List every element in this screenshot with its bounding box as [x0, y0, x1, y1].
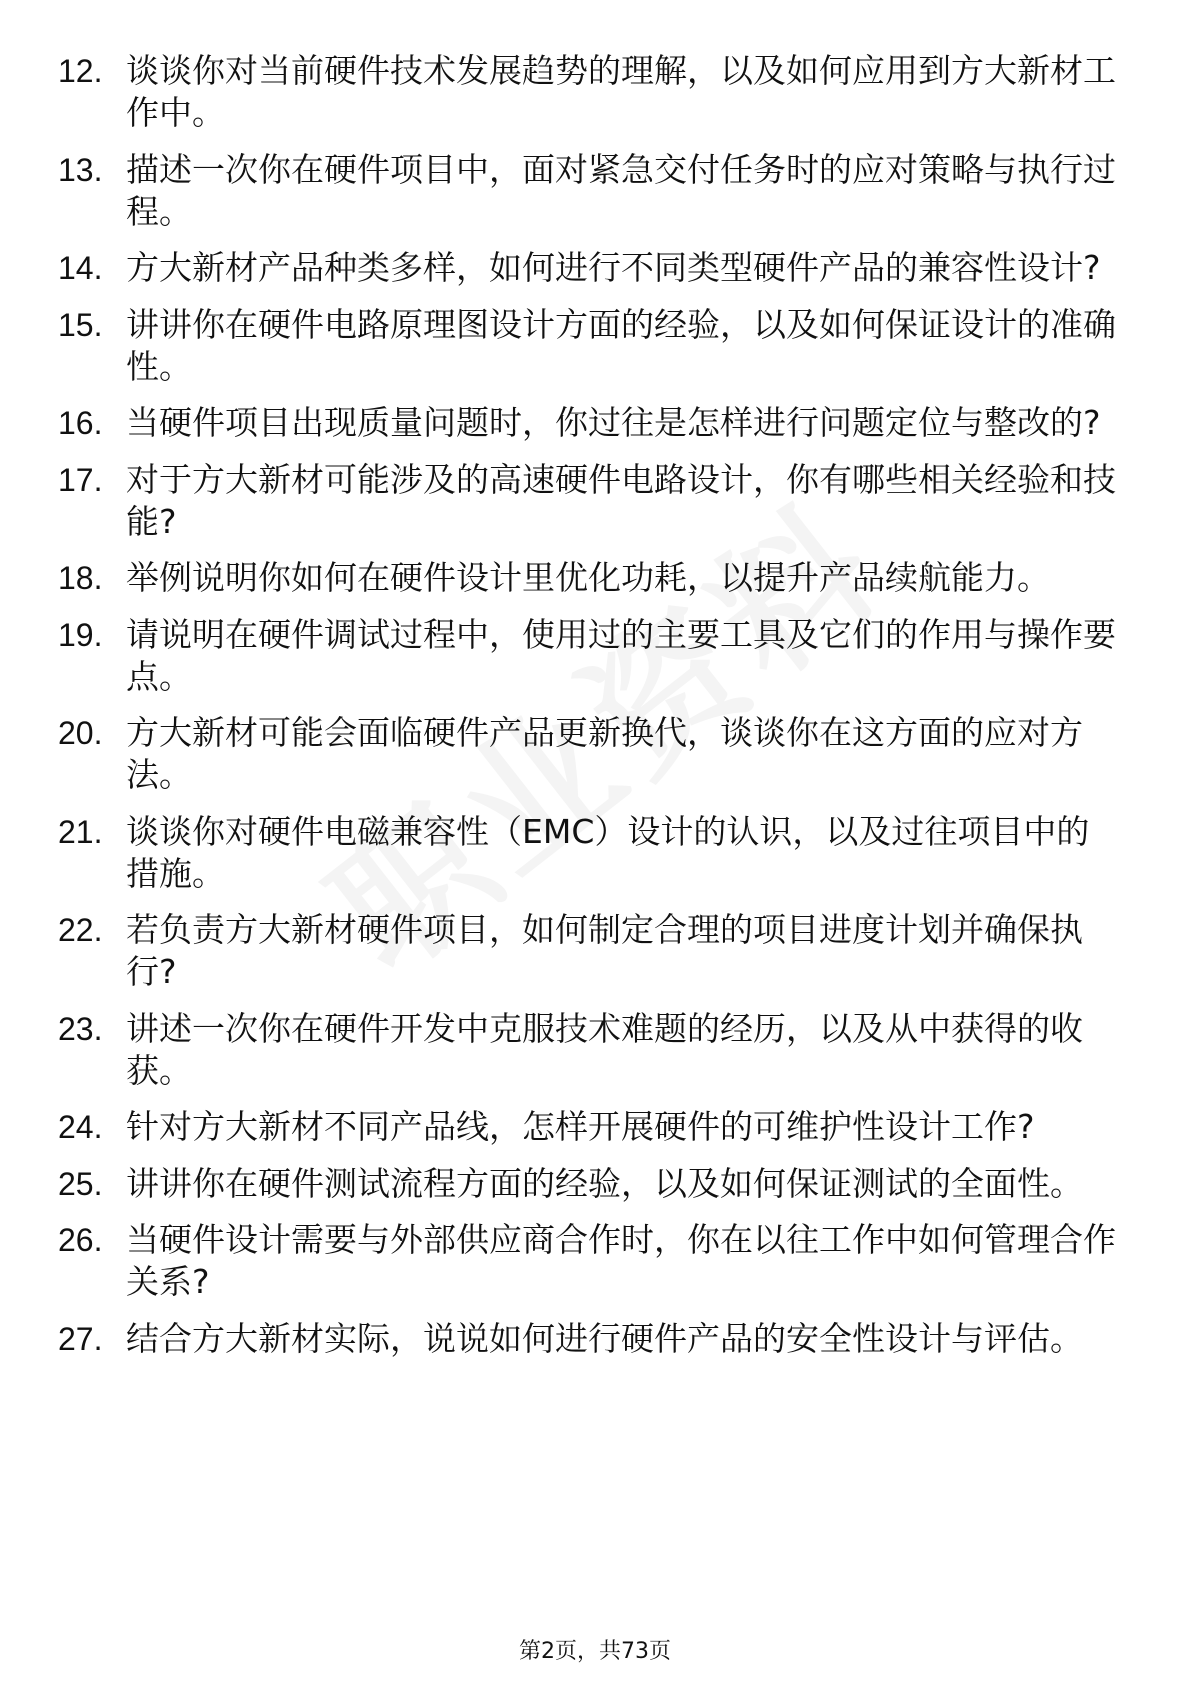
question-number: 13. — [58, 151, 103, 188]
question-item — [58, 712, 1118, 796]
question-item — [58, 811, 1118, 895]
question-number: 17. — [58, 461, 103, 498]
question-number: 20. — [58, 715, 103, 751]
question-item — [58, 1163, 1118, 1205]
question-text: 当硬件设计需要与外部供应商合作时，你在以往工作中如何管理合作关系? — [126, 1220, 1116, 1301]
question-number: 27. — [58, 1320, 103, 1357]
question-item — [58, 304, 1118, 388]
question-text: 当硬件项目出现质量问题时，你过往是怎样进行问题定位与整改的? — [126, 403, 1101, 442]
question-text: 描述一次你在硬件项目中，面对紧急交付任务时的应对策略与执行过程。 — [126, 149, 1116, 231]
question-number: 15. — [58, 306, 103, 343]
question-list — [58, 50, 1118, 1374]
question-item — [58, 557, 1118, 599]
question-item — [58, 1318, 1118, 1360]
question-number: 12. — [58, 53, 103, 89]
question-number: 19. — [58, 616, 103, 653]
question-number: 24. — [58, 1109, 103, 1145]
question-text: 谈谈你对当前硬件技术发展趋势的理解，以及如何应用到方大新材工作中。 — [126, 51, 1116, 132]
page-footer — [0, 1634, 1190, 1665]
question-number: 22. — [58, 912, 103, 948]
question-text: 讲述一次你在硬件开发中克服技术难题的经历，以及从中获得的收获。 — [126, 1008, 1083, 1090]
question-text: 结合方大新材实际，说说如何进行硬件产品的安全性设计与评估。 — [126, 1318, 1083, 1358]
question-item — [58, 149, 1118, 233]
question-text: 讲讲你在硬件测试流程方面的经验，以及如何保证测试的全面性。 — [126, 1163, 1083, 1203]
question-text: 请说明在硬件调试过程中，使用过的主要工具及它们的作用与操作要点。 — [126, 614, 1116, 696]
question-item — [58, 1008, 1118, 1092]
question-text: 针对方大新材不同产品线，怎样开展硬件的可维护性设计工作? — [126, 1107, 1035, 1146]
question-text: 方大新材产品种类多样，如何进行不同类型硬件产品的兼容性设计? — [126, 248, 1101, 287]
question-item — [58, 1219, 1118, 1303]
question-item — [58, 402, 1118, 444]
question-item — [58, 247, 1118, 289]
question-item — [58, 1106, 1118, 1148]
question-number: 16. — [58, 405, 103, 441]
question-item — [58, 614, 1118, 698]
question-text: 举例说明你如何在硬件设计里优化功耗，以提升产品续航能力。 — [126, 558, 1050, 597]
question-item — [58, 50, 1118, 134]
question-number: 21. — [58, 813, 103, 850]
question-number: 14. — [58, 250, 103, 286]
question-number: 23. — [58, 1010, 103, 1047]
question-number: 18. — [58, 560, 103, 596]
question-text: 讲讲你在硬件电路原理图设计方面的经验，以及如何保证设计的准确性。 — [126, 304, 1116, 386]
question-item — [58, 909, 1118, 993]
question-number: 25. — [58, 1165, 103, 1202]
question-item — [58, 459, 1118, 543]
question-text: 对于方大新材可能涉及的高速硬件电路设计，你有哪些相关经验和技能? — [126, 459, 1116, 541]
question-text: 谈谈你对硬件电磁兼容性（EMC）设计的认识，以及过往项目中的措施。 — [126, 811, 1090, 893]
question-text: 方大新材可能会面临硬件产品更新换代，谈谈你在这方面的应对方法。 — [126, 713, 1083, 794]
question-number: 26. — [58, 1222, 103, 1258]
page-number-label: 第2页，共73页 — [519, 1639, 671, 1664]
question-text: 若负责方大新材硬件项目，如何制定合理的项目进度计划并确保执行? — [126, 910, 1083, 991]
